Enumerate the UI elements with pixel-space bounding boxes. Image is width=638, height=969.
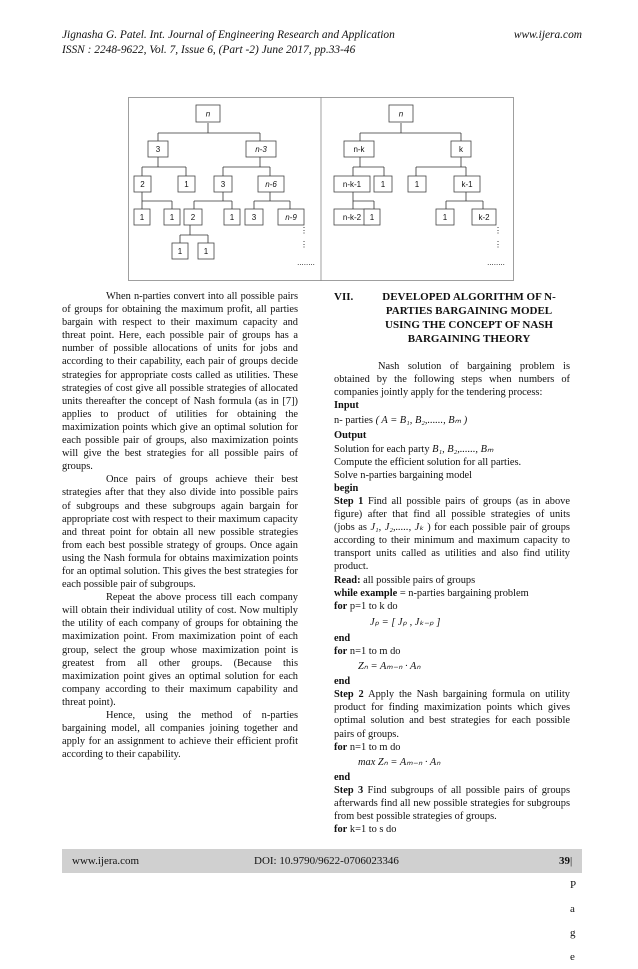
svg-text:1: 1 (203, 247, 209, 256)
svg-text:2: 2 (140, 180, 145, 189)
svg-text:3: 3 (220, 180, 226, 189)
footer-doi: DOI: 10.9790/9622-0706023346 (254, 855, 399, 867)
svg-text:1: 1 (414, 180, 420, 189)
step-1: Step 1 Find all possible pairs of groups (as in above figure) after that find all possible strategies of units (jobs as J₁, J₂,....., Jₖ ) for each possible pair of groups according to their minimum and maximum capacity to transport units called as utilities and also find utility product. (334, 495, 570, 573)
paragraph: Hence, using the method of n-parties bargaining model, all companies joining together and apply for an assignment to achieve their efficient profit according to their capability. (62, 710, 298, 761)
svg-text:1: 1 (139, 213, 145, 222)
paragraph: Repeat the above process till each company will obtain their individual utility of cost. Now multiply the utility of each company of groups for obtaining the maximization point. From maximization point of each group, select the group whose maximization point is greatest from all other groups. (Because this maximization point gives an optimal solution for each company according to their maximum capability and threat point). (62, 592, 298, 708)
svg-text:1: 1 (177, 247, 183, 256)
svg-text:n-3: n-3 (255, 145, 267, 154)
svg-text:k-1: k-1 (461, 180, 473, 189)
right-tree-ellipsis: ........ (487, 258, 505, 267)
step-3: Step 3 Find subgroups of all possible pairs of groups afterwards find all new possible strategies for subgroups from best possible strategies of groups. (334, 784, 570, 823)
svg-text:1: 1 (229, 213, 235, 222)
journal-line: Jignasha G. Patel. Int. Journal of Engineering Research and Application (62, 29, 395, 41)
svg-text:3: 3 (251, 213, 257, 222)
intro-paragraph: Nash solution of bargaining problem is obtained by the following steps when numbers of companies jointly apply for the tendering process: (334, 361, 570, 399)
svg-text:⋮: ⋮ (494, 226, 502, 235)
output-formula: B₁, B₂,......, Bₘ (432, 443, 494, 455)
svg-text:n-k-2: n-k-2 (342, 213, 362, 222)
svg-text:n-k: n-k (353, 145, 365, 154)
paragraph: When n-parties convert into all possible pairs of groups for obtaining the maximum profit, all parties bargain with respect to their maximum capacity and threat point. Here, each possible pair of groups has a number of possible allocations of units for jobs and according to their capability, each pair of groups decide strategies for appropriate costs called as utilities. These strategies of cost give all possible strategies of allocated units thereafter the concept of Nash formula (as in [7]) applies to product of utilities for obtaining the maximization points which give an optimal solution for each possible pair of groups, also maximization points will give the best strategies for all possible pairs of groups. (62, 291, 298, 473)
section-heading: VII. DEVELOPED ALGORITHM OF N-PARTIES BARGAINING MODEL USING THE CONCEPT OF NASH BARGAINING THEORY (334, 291, 556, 345)
svg-text:1: 1 (184, 180, 189, 189)
journal-website: www.ijera.com (513, 29, 582, 41)
left-root-label: n (205, 109, 211, 119)
svg-text:1: 1 (169, 213, 175, 222)
page-header (62, 28, 582, 58)
svg-text:⋮: ⋮ (300, 226, 308, 235)
svg-text:k: k (459, 145, 463, 154)
svg-text:n-9: n-9 (285, 213, 297, 222)
paragraph: Once pairs of groups achieve their best strategies after that they also divide into possible pairs of subgroups and these subgroups again bargain for appropriate cost with respect to their maximum capacity and threat point for obtain all new possible strategies from each best possible strategy of groups. Once again using the Nash formula for obtains maximization points for an optimal solution. This gives the best strategies for each possible pair of subgroups. (62, 474, 298, 591)
equation: Zₙ = Aₘ₋ₙ · Aₙ (358, 661, 421, 673)
issn-line: ISSN : 2248-9622, Vol. 7, Issue 6, (Part -2) June 2017, pp.33-46 (62, 44, 356, 56)
left-tree-ellipsis: ........ (297, 258, 315, 267)
equation: Jₚ = [ Jₚ , Jₖ₋ₚ ] (370, 616, 441, 628)
page-footer (62, 849, 582, 963)
svg-text:n-6: n-6 (265, 180, 277, 189)
svg-text:1: 1 (442, 213, 448, 222)
svg-text:1: 1 (369, 213, 375, 222)
tree-diagram (128, 97, 514, 281)
input-formula: ( A = B₁, B₂,......, Bₘ ) (375, 415, 468, 427)
page-number: 39 | P a g e (559, 855, 576, 963)
right-root-label: n (398, 109, 404, 119)
svg-text:⋮: ⋮ (300, 240, 308, 249)
svg-text:⋮: ⋮ (494, 240, 502, 249)
footer-website: www.ijera.com (72, 855, 140, 867)
svg-text:3: 3 (155, 145, 161, 154)
partition-tree-figure (128, 97, 514, 281)
svg-text:2: 2 (190, 213, 196, 222)
left-column (62, 290, 298, 761)
svg-text:k-2: k-2 (478, 213, 490, 222)
equation: max Zₙ = Aₘ₋ₙ · Aₙ (358, 756, 441, 768)
svg-text:1: 1 (380, 180, 386, 189)
svg-text:n-k-1: n-k-1 (342, 180, 362, 189)
right-column: VII. DEVELOPED ALGORITHM OF N-PARTIES BARGAINING MODEL USING THE CONCEPT OF NASH BARGAINING THEORY Nash solution of bargaining problem is obtained by the following steps when numbers of companies jointly apply for the tendering process: Input n- parties ( A = B₁, B₂,......, Bₘ ) Output Solution for each party B₁, B₂,......, Bₘ Compute the efficient solution for all parties. Solve n-parties bargaining model begin Step 1 Find all possible pairs of groups (as in above figure) after that find all possible strategies of units (jobs as J₁, J₂,....., Jₖ ) for each possible pair of groups according to their minimum and maximum capacity to transport units called as utilities and also find utility product. Read: all possible pairs of groups while example = n-parties bargaining problem for p=1 to k do Jₚ = [ Jₚ , Jₖ₋ₚ ] end for n=1 to m do Zₙ = Aₘ₋ₙ · Aₙ end Step 2 Apply the Nash bargaining formula on utility product for finding maximization points which gives optimal solution and best strategies for each possible pairs of groups. for n=1 to m do max Zₙ = Aₘ₋ₙ · Aₙ end Step 3 Find subgroups of all possible pairs of groups afterwards find all new possible strategies for subgroups from best possible strategies of groups. for k=1 to s do (334, 291, 570, 836)
step-2: Step 2 Apply the Nash bargaining formula on utility product for finding maximization points which gives optimal solution and best strategies for each possible pairs of groups. (334, 689, 570, 740)
